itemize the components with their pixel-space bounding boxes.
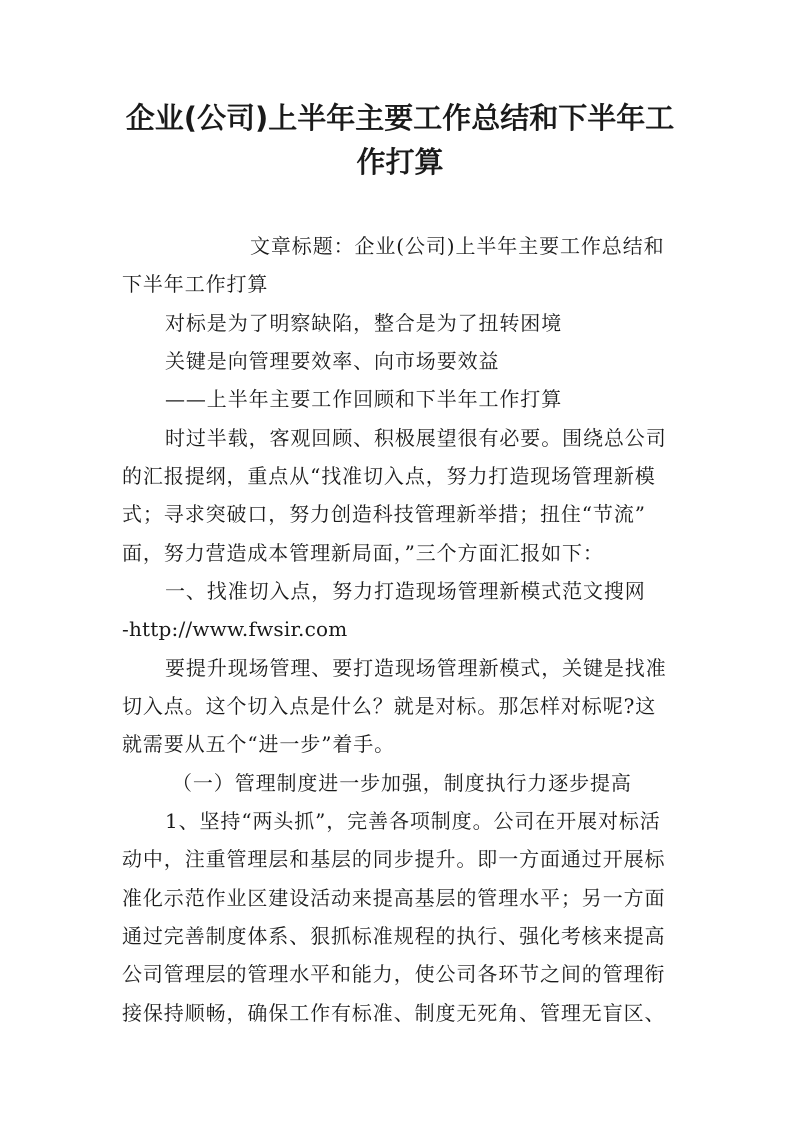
paragraph-3-line-3: 准化示范作业区建设活动来提高基层的管理水平；另一方面 — [122, 886, 666, 910]
section-heading-1: 一、找准切入点，努力打造现场管理新模式范文搜网 — [165, 579, 646, 603]
paragraph-3-line-6: 接保持顺畅，确保工作有标准、制度无死角、管理无盲区、 — [122, 1001, 666, 1025]
article-title-continued: 下半年工作打算 — [122, 272, 269, 296]
document-title-line-2: 作打算 — [356, 145, 444, 179]
paragraph-2-line-1: 要提升现场管理、要打造现场管理新模式，关键是找准 — [165, 656, 667, 680]
paragraph-2-line-3: 就需要从五个“进一步”着手。 — [122, 732, 396, 756]
article-title-label: 文章标题：企业(公司)上半年主要工作总结和 — [250, 234, 665, 258]
paragraph-intro-line-2: 的汇报提纲，重点从“找准切入点，努力打造现场管理新模 — [122, 464, 656, 488]
subtitle-line-2: 关键是向管理要效率、向市场要效益 — [165, 349, 500, 373]
paragraph-intro-line-1: 时过半载，客观回顾、积极展望很有必要。围绕总公司 — [165, 426, 667, 450]
section-heading-1-url: -http://www.fwsir.com — [122, 617, 348, 641]
paragraph-2-line-2: 切入点。这个切入点是什么？就是对标。那怎样对标呢?这 — [122, 694, 657, 718]
paragraph-intro-line-4: 面，努力营造成本管理新局面，”三个方面汇报如下： — [122, 541, 604, 565]
paragraph-3-line-2: 动中，注重管理层和基层的同步提升。即一方面通过开展标 — [122, 847, 666, 871]
paragraph-3-line-5: 公司管理层的管理水平和能力，使公司各环节之间的管理衔 — [122, 962, 666, 986]
paragraph-3-line-4: 通过完善制度体系、狠抓标准规程的执行、强化考核来提高 — [122, 924, 666, 948]
document-title-line-1: 企业(公司)上半年主要工作总结和下半年工 — [125, 101, 675, 135]
paragraph-3-line-1: 1、坚持“两头抓”，完善各项制度。公司在开展对标活 — [165, 809, 661, 833]
subtitle-line-3: ——上半年主要工作回顾和下半年工作打算 — [165, 387, 563, 411]
subtitle-line-1: 对标是为了明察缺陷，整合是为了扭转困境 — [165, 311, 563, 335]
subsection-heading-1: （一）管理制度进一步加强，制度执行力逐步提高 — [172, 771, 632, 795]
paragraph-intro-line-3: 式；寻求突破口，努力创造科技管理新举措；扭住“节流” — [122, 502, 646, 526]
